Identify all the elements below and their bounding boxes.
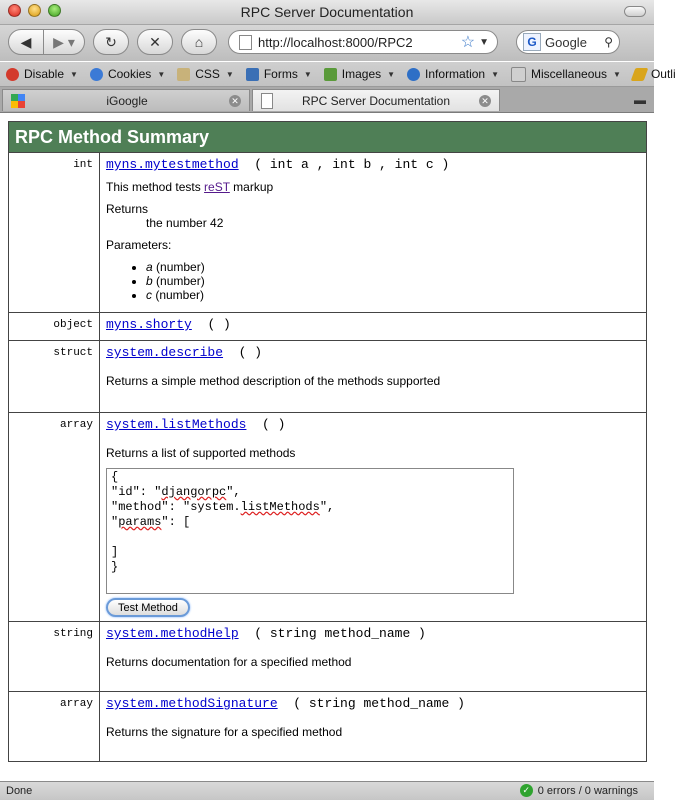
return-type: string [9,622,100,692]
navigation-toolbar [0,25,654,61]
method-cell [100,313,647,341]
chevron-down-icon: ▼ [303,69,312,79]
close-tab-icon[interactable]: ✕ [479,95,491,107]
list-item [146,260,640,274]
cookies-icon [90,68,103,81]
stop-button[interactable] [137,29,173,55]
page-content [0,113,654,781]
url-dropdown-icon[interactable]: ▼ [479,36,489,48]
tab-igoogle[interactable] [2,89,250,111]
validator-text: 0 errors / 0 warnings [537,784,638,797]
method-signature [106,157,640,172]
google-favicon-icon [11,94,25,108]
toolbar-item-label: Cookies [107,67,152,81]
method-summary-table [8,121,647,762]
reload-icon: ↻ [105,33,117,50]
method-description: Returns documentation for a specified method [106,655,352,669]
return-type: array [9,692,100,762]
forms-icon [246,68,259,81]
method-link[interactable]: system.listMethods [106,417,247,432]
home-button[interactable] [181,29,217,55]
list-all-tabs-icon[interactable]: ▬ [634,93,646,107]
miscellaneous-icon [511,67,526,82]
method-cell [100,413,647,622]
chevron-down-icon: ▼ [225,69,234,79]
toolbar-item-miscellaneous[interactable] [511,67,627,82]
address-bar[interactable] [228,30,498,54]
table-row [9,692,647,762]
page-favicon-icon [261,93,273,109]
toolbar-item-label: Disable [24,67,65,81]
toolbar-item-label: Forms [263,67,298,81]
method-signature [106,345,640,360]
toolbar-item-css[interactable] [177,67,240,81]
param-type: (number) [152,274,205,288]
status-text: Done [6,785,33,797]
tab-label: RPC Server Documentation [301,93,451,108]
method-args: ( string method_name ) [254,626,426,641]
method-link[interactable]: myns.shorty [106,317,192,332]
returns-value: the number 42 [146,216,224,230]
method-link[interactable]: system.describe [106,345,224,360]
stop-icon: ✕ [149,33,161,50]
method-link[interactable]: system.methodHelp [106,626,239,641]
parameters-label: Parameters: [106,238,172,252]
param-name: c [146,288,152,302]
method-description [106,180,640,194]
method-args: ( ) [207,317,231,332]
return-type: struct [9,341,100,413]
return-type: object [9,313,100,341]
rest-link[interactable]: reST [204,180,230,194]
home-icon: ⌂ [194,34,204,50]
method-description: Returns the signature for a specified method [106,725,343,739]
toolbar-item-label: Miscellaneous [531,67,608,81]
return-type: array [9,413,100,622]
toolbar-item-disable[interactable] [6,67,84,81]
toolbar-item-outline[interactable] [633,67,676,81]
tab-rpc-server-documentation[interactable] [252,89,500,111]
google-search-engine-icon[interactable]: G [523,33,541,51]
description-text: markup [229,180,274,194]
param-type: (number) [152,288,205,302]
window-title: RPC Server Documentation [240,4,414,20]
method-cell [100,692,647,762]
toolbar-item-label: Outli [650,67,676,81]
toolbar-item-forms[interactable] [246,67,318,81]
method-cell [100,153,647,313]
method-cell [100,622,647,692]
search-bar[interactable] [516,30,620,54]
search-input[interactable]: Google [545,34,587,50]
chevron-down-icon: ▼ [491,69,499,79]
toolbar-item-label: CSS [195,67,220,81]
returns-label: Returns [106,202,149,216]
status-bar [0,781,654,800]
toolbar-toggle-button[interactable] [624,6,646,17]
return-type: int [9,153,100,313]
toolbar-item-cookies[interactable] [90,67,171,81]
method-args: ( int a , int b , int c ) [254,157,450,172]
back-button[interactable] [8,29,44,55]
tab-bar [0,87,654,113]
close-tab-icon[interactable]: ✕ [229,95,241,107]
images-icon [324,68,337,81]
parameter-list [106,260,640,302]
table-row [9,313,647,341]
outline-icon [631,68,649,81]
toolbar-item-information[interactable] [407,67,505,81]
window-titlebar [0,0,654,25]
reload-button[interactable] [93,29,129,55]
star-icon[interactable]: ☆ [460,34,476,51]
method-signature [106,696,640,711]
method-args: ( string method_name ) [293,696,465,711]
param-type: (number) [152,260,205,274]
forward-arrow-icon: ▶ ▾ [53,33,75,50]
chevron-down-icon: ▼ [70,69,78,79]
method-cell [100,341,647,413]
html-validator-status[interactable] [520,784,638,797]
tab-label: iGoogle [106,93,148,108]
back-arrow-icon: ◀ [20,33,32,50]
disable-icon [6,68,19,81]
method-link[interactable]: myns.mytestmethod [106,157,239,172]
method-signature [106,626,640,641]
page-icon [239,35,252,50]
css-icon [177,68,190,81]
table-row [9,153,647,313]
method-description: Returns a simple method description of the methods supported [106,374,441,388]
developer-toolbar [0,62,676,87]
list-item [146,274,640,288]
table-row [9,341,647,413]
method-args: ( ) [238,345,263,360]
information-icon [407,68,420,81]
method-description: Returns a list of supported methods [106,446,296,460]
chevron-down-icon: ▼ [387,69,396,79]
toolbar-item-images[interactable] [324,67,401,81]
method-args: ( ) [262,417,286,432]
test-method-button[interactable]: Test Method [106,598,190,617]
description-text: This method tests [106,180,205,194]
chevron-down-icon: ▼ [157,69,166,79]
table-row [9,413,647,622]
toolbar-item-label: Images [341,67,382,81]
url-text[interactable]: http://localhost:8000/RPC2 [258,34,413,50]
list-item [146,288,640,302]
table-row [9,622,647,692]
test-request-textarea[interactable]: { "id": "djangorpc", "method": "system.listMethods", "params": [ ] } [106,468,514,594]
page-title: RPC Method Summary [9,122,647,153]
method-signature [106,317,640,332]
method-signature [106,417,640,432]
forward-button[interactable] [43,29,85,55]
chevron-down-icon: ▼ [613,69,621,79]
check-icon: ✓ [520,784,533,797]
search-icon[interactable]: ⚲ [604,35,613,49]
param-name: b [146,274,153,288]
param-name: a [146,260,153,274]
toolbar-item-label: Information [425,67,486,81]
method-link[interactable]: system.methodSignature [106,696,278,711]
